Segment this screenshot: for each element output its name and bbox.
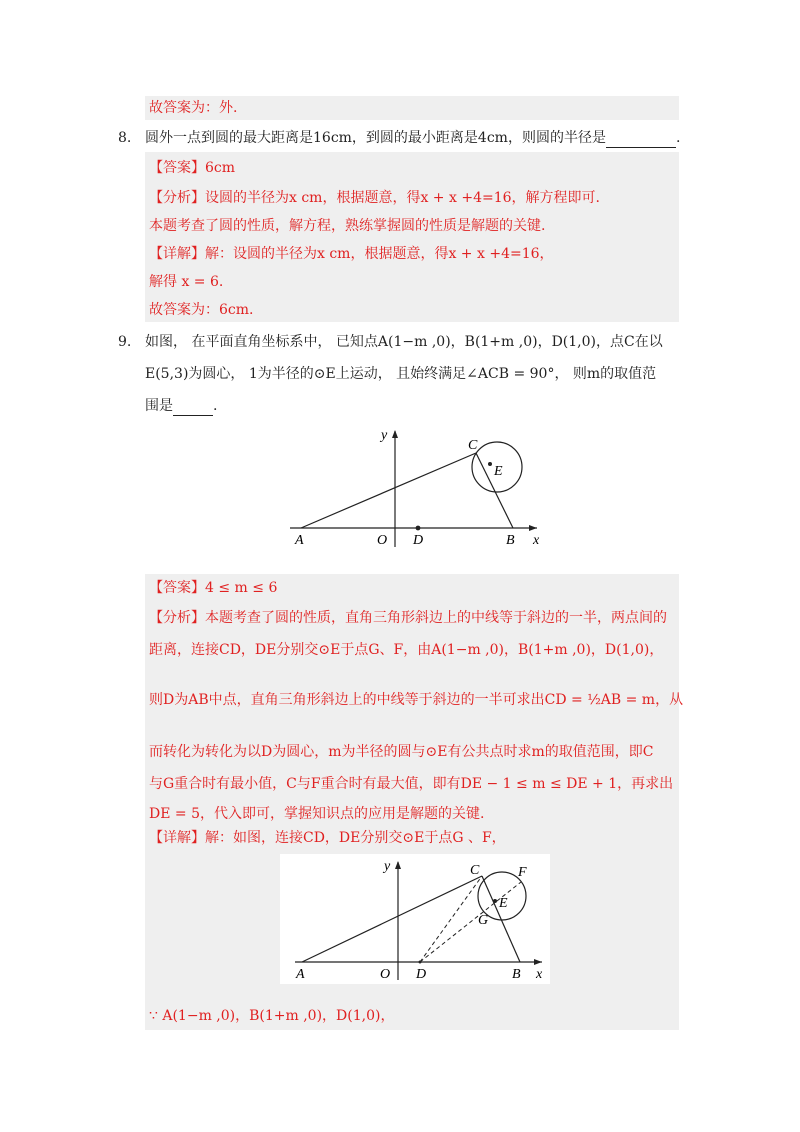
segment-CD-dashed bbox=[420, 876, 482, 962]
x-axis-arrow bbox=[534, 959, 542, 965]
label-x: x bbox=[533, 533, 540, 548]
segment-AC bbox=[302, 876, 482, 962]
q9-answer: 【答案】4 ≤ m ≤ 6 bbox=[149, 580, 278, 596]
q8-analysis-2: 本题考查了圆的性质，解方程，熟练掌握圆的性质是解题的关键. bbox=[149, 218, 546, 234]
q9-detail-1: 【详解】解：如图，连接CD，DE分别交⊙E于点G 、F， bbox=[149, 830, 506, 846]
label-A: A bbox=[296, 967, 305, 982]
q8-analysis-1: 【分析】设圆的半径为x cm，根据题意，得x + x +4=16，解方程即可. bbox=[149, 190, 600, 206]
y-axis-arrow bbox=[392, 430, 398, 438]
label-D: D bbox=[413, 533, 424, 548]
q9-stem-1: 如图， 在平面直角坐标系中， 已知点A(1−m ,0)，B(1+m ,0)，D(1,0)，点C在以 bbox=[145, 334, 663, 350]
q8-detail-3: 故答案为：6cm. bbox=[149, 302, 254, 318]
q8-stem: 圆外一点到圆的最大距离是16cm，到圆的最小距离是4cm，则圆的半径是 . bbox=[145, 130, 681, 146]
q9-detail-2: ∵ A(1−m ,0)，B(1+m ,0)，D(1,0)， bbox=[149, 1008, 395, 1024]
q8-answer: 【答案】6cm bbox=[149, 160, 236, 176]
figure-2-diagram bbox=[280, 854, 550, 984]
q8-detail-1: 【详解】解：设圆的半径为x cm，根据题意，得x + x +4=16， bbox=[149, 246, 554, 262]
label-O: O bbox=[380, 967, 391, 982]
point-D bbox=[416, 526, 421, 531]
q8-answer-blank bbox=[606, 131, 676, 148]
label-A: A bbox=[295, 533, 304, 548]
q9-analysis-2: 距离，连接CD，DE分别交⊙E于点G、F，由A(1−m ,0)，B(1+m ,0)，D(1,0)， bbox=[149, 642, 664, 658]
q9-stem-2: E(5,3)为圆心， 1为半径的⊙E上运动， 且始终满足∠ACB = 90°， 则m的取值范 bbox=[145, 366, 657, 382]
label-x: x bbox=[536, 967, 543, 982]
label-C: C bbox=[468, 438, 478, 453]
label-E: E bbox=[494, 464, 503, 479]
label-y: y bbox=[384, 859, 391, 874]
segment-DF-dashed bbox=[420, 882, 521, 962]
label-C: C bbox=[470, 863, 480, 878]
label-E: E bbox=[499, 896, 508, 911]
y-axis-arrow bbox=[395, 861, 401, 869]
label-y: y bbox=[381, 428, 388, 443]
q8-detail-2: 解得 x = 6. bbox=[149, 274, 224, 290]
point-D bbox=[419, 961, 422, 964]
q9-stem-3: 围是 . bbox=[145, 398, 218, 414]
figure-1-diagram bbox=[285, 425, 545, 550]
label-B: B bbox=[512, 967, 521, 982]
point-E bbox=[493, 899, 497, 903]
answer-box-q7 bbox=[145, 96, 679, 120]
q8-number: 8. bbox=[118, 130, 132, 146]
q9-analysis-6: DE = 5，代入即可，掌握知识点的应用是解题的关键. bbox=[149, 806, 485, 822]
label-F: F bbox=[518, 865, 527, 880]
label-D: D bbox=[416, 967, 427, 982]
q9-analysis-4: 而转化为转化为以D为圆心，m为半径的圆与⊙E有公共点时求m的取值范围，即C bbox=[149, 744, 654, 760]
label-O: O bbox=[377, 533, 388, 548]
q9-number: 9. bbox=[118, 334, 132, 350]
segment-AC bbox=[301, 453, 476, 528]
label-G: G bbox=[478, 913, 489, 928]
figure-2-panel bbox=[280, 854, 550, 984]
point-E bbox=[488, 462, 492, 466]
q7-conclusion: 故答案为：外. bbox=[149, 100, 238, 116]
q9-analysis-1: 【分析】本题考查了圆的性质，直角三角形斜边上的中线等于斜边的一半，两点间的 bbox=[149, 610, 667, 626]
answer-box-q9 bbox=[145, 574, 684, 1030]
q9-analysis-5: 与G重合时有最小值，C与F重合时有最大值，即有DE − 1 ≤ m ≤ DE + 1，再求出 bbox=[149, 776, 674, 792]
q9-answer-blank bbox=[173, 399, 213, 416]
label-B: B bbox=[506, 533, 515, 548]
q9-analysis-3: 则D为AB中点，直角三角形斜边上的中线等于斜边的一半可求出CD = ½AB = m，从 bbox=[149, 692, 684, 708]
x-axis-arrow bbox=[529, 525, 537, 531]
answer-box-q8 bbox=[145, 152, 679, 322]
